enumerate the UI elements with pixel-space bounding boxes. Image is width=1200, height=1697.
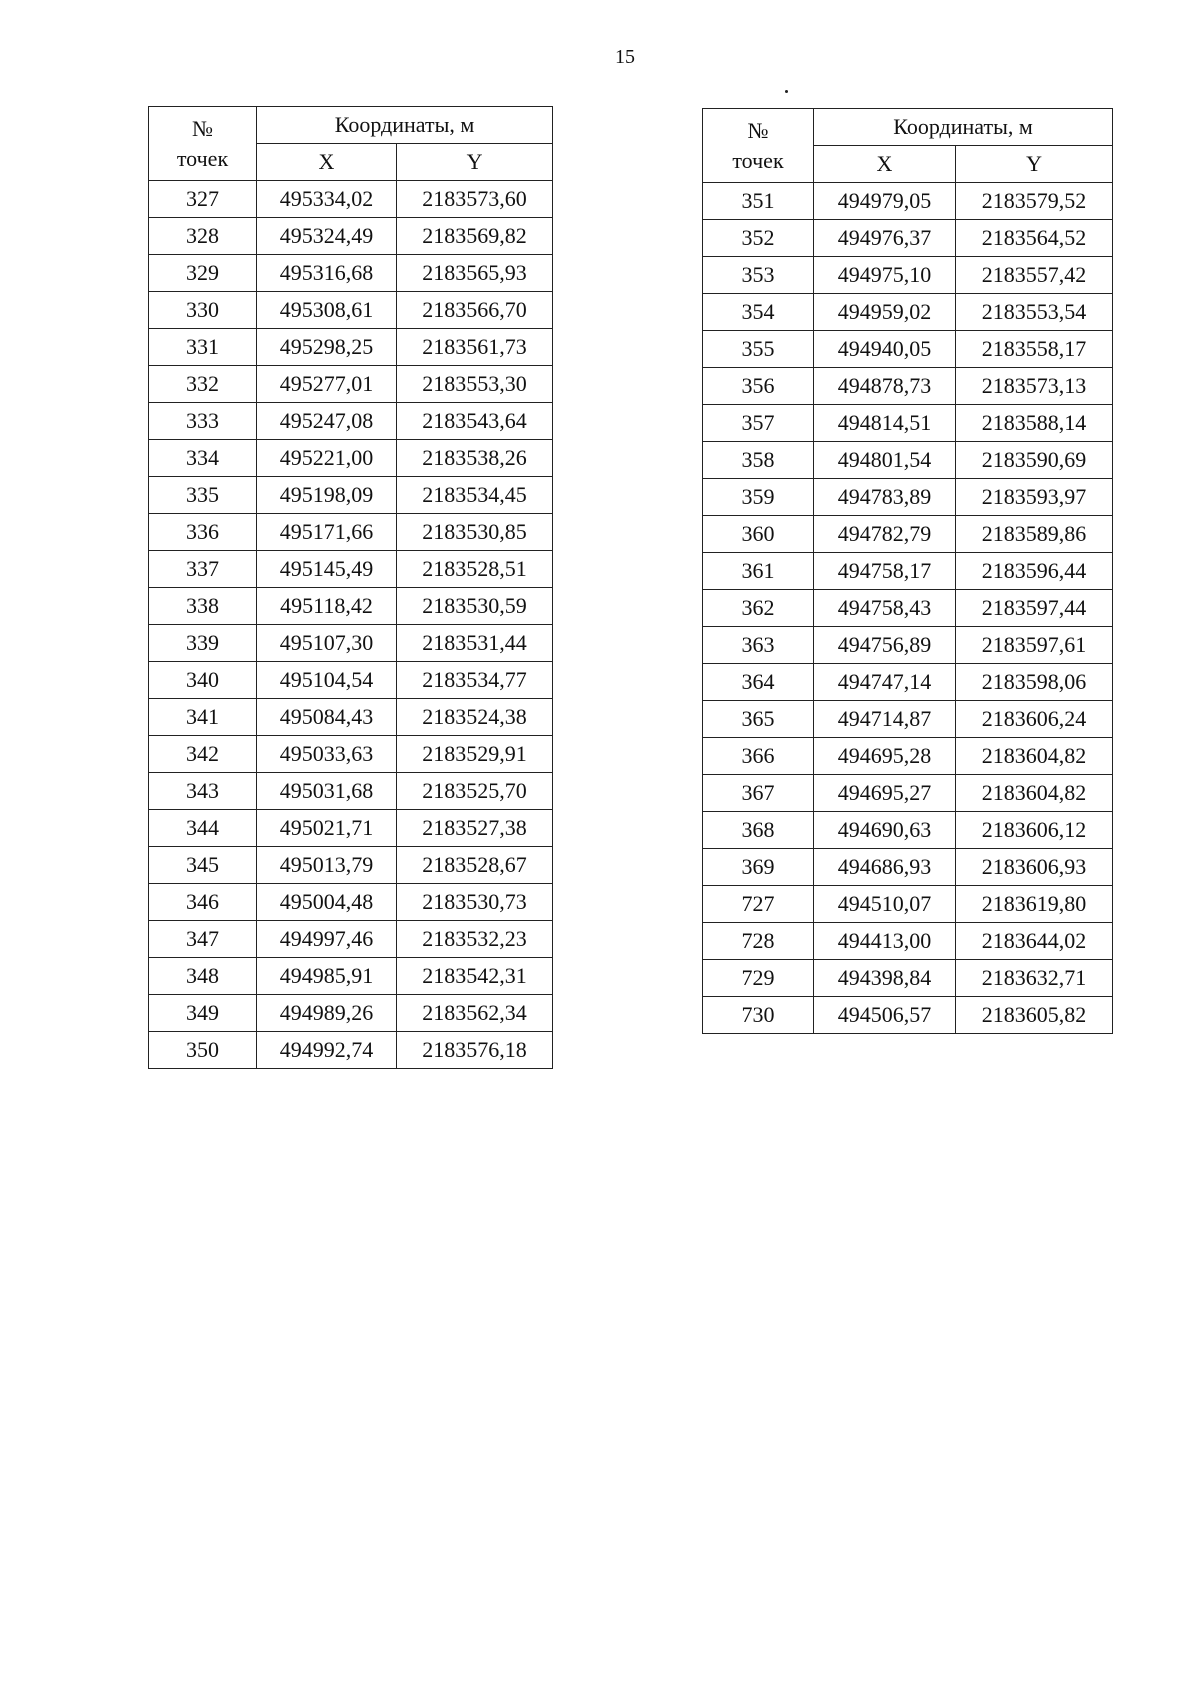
point-number-cell: 330 — [149, 292, 257, 329]
y-coordinate-cell: 2183564,52 — [956, 220, 1113, 257]
x-coordinate-cell: 494992,74 — [257, 1032, 397, 1069]
x-coordinate-cell: 494747,14 — [814, 664, 956, 701]
point-number-cell: 730 — [703, 997, 814, 1034]
x-coordinate-cell: 494758,43 — [814, 590, 956, 627]
point-number-header — [149, 107, 257, 181]
table-row — [149, 514, 553, 551]
x-coordinate-cell: 495334,02 — [257, 181, 397, 218]
y-coordinate-cell: 2183553,30 — [397, 366, 553, 403]
x-coordinate-cell: 495004,48 — [257, 884, 397, 921]
point-number-cell: 363 — [703, 627, 814, 664]
y-coordinate-cell: 2183606,12 — [956, 812, 1113, 849]
point-number-cell: 350 — [149, 1032, 257, 1069]
y-coordinate-cell: 2183590,69 — [956, 442, 1113, 479]
scan-speck — [785, 90, 788, 93]
table-row — [703, 405, 1113, 442]
x-coordinate-cell: 494940,05 — [814, 331, 956, 368]
x-coordinate-cell: 494510,07 — [814, 886, 956, 923]
x-coordinate-cell: 494782,79 — [814, 516, 956, 553]
point-number-cell: 327 — [149, 181, 257, 218]
table-row — [149, 551, 553, 588]
x-coordinate-cell: 495308,61 — [257, 292, 397, 329]
x-coordinate-cell: 494413,00 — [814, 923, 956, 960]
table-row — [149, 699, 553, 736]
y-header: Y — [956, 146, 1113, 183]
y-coordinate-cell: 2183530,85 — [397, 514, 553, 551]
x-coordinate-cell: 494756,89 — [814, 627, 956, 664]
coordinates-table-right — [702, 108, 1113, 1034]
point-number-cell: 351 — [703, 183, 814, 220]
y-coordinate-cell: 2183532,23 — [397, 921, 553, 958]
table-row — [703, 442, 1113, 479]
x-coordinate-cell: 494695,28 — [814, 738, 956, 775]
table-row — [703, 960, 1113, 997]
point-number-cell: 358 — [703, 442, 814, 479]
x-coordinate-cell: 495118,42 — [257, 588, 397, 625]
x-coordinate-cell: 495145,49 — [257, 551, 397, 588]
table-row — [703, 257, 1113, 294]
point-number-header — [703, 109, 814, 183]
y-coordinate-cell: 2183588,14 — [956, 405, 1113, 442]
x-coordinate-cell: 495104,54 — [257, 662, 397, 699]
x-coordinate-cell: 494686,93 — [814, 849, 956, 886]
y-coordinate-cell: 2183524,38 — [397, 699, 553, 736]
x-coordinate-cell: 494398,84 — [814, 960, 956, 997]
x-coordinate-cell: 494878,73 — [814, 368, 956, 405]
table-row — [703, 886, 1113, 923]
table-row — [703, 331, 1113, 368]
table-row — [149, 477, 553, 514]
table-row — [149, 958, 553, 995]
x-coordinate-cell: 495198,09 — [257, 477, 397, 514]
point-number-cell: 341 — [149, 699, 257, 736]
x-coordinate-cell: 494801,54 — [814, 442, 956, 479]
page-number: 15 — [615, 46, 635, 68]
points-label: точек — [732, 147, 784, 173]
point-number-cell: 338 — [149, 588, 257, 625]
point-number-cell: 356 — [703, 368, 814, 405]
table-row — [703, 294, 1113, 331]
point-number-cell: 369 — [703, 849, 814, 886]
y-coordinate-cell: 2183543,64 — [397, 403, 553, 440]
table-row — [149, 1032, 553, 1069]
point-number-cell: 349 — [149, 995, 257, 1032]
y-coordinate-cell: 2183529,91 — [397, 736, 553, 773]
y-coordinate-cell: 2183534,45 — [397, 477, 553, 514]
y-coordinate-cell: 2183606,24 — [956, 701, 1113, 738]
point-number-cell: 339 — [149, 625, 257, 662]
y-coordinate-cell: 2183534,77 — [397, 662, 553, 699]
point-number-cell: 366 — [703, 738, 814, 775]
x-coordinate-cell: 494783,89 — [814, 479, 956, 516]
table-row — [703, 627, 1113, 664]
point-number-cell: 334 — [149, 440, 257, 477]
x-coordinate-cell: 495324,49 — [257, 218, 397, 255]
point-number-cell: 727 — [703, 886, 814, 923]
table-row — [149, 218, 553, 255]
x-coordinate-cell: 494714,87 — [814, 701, 956, 738]
point-number-cell: 343 — [149, 773, 257, 810]
point-number-cell: 352 — [703, 220, 814, 257]
x-coordinate-cell: 494989,26 — [257, 995, 397, 1032]
x-header: X — [257, 144, 397, 181]
table-row — [703, 183, 1113, 220]
x-header: X — [814, 146, 956, 183]
point-number-cell: 368 — [703, 812, 814, 849]
table-row — [703, 738, 1113, 775]
table-row — [149, 662, 553, 699]
x-coordinate-cell: 495247,08 — [257, 403, 397, 440]
x-coordinate-cell: 494976,37 — [814, 220, 956, 257]
table-body — [703, 183, 1113, 1034]
table-row — [149, 847, 553, 884]
y-coordinate-cell: 2183604,82 — [956, 775, 1113, 812]
y-coordinate-cell: 2183606,93 — [956, 849, 1113, 886]
y-coordinate-cell: 2183525,70 — [397, 773, 553, 810]
y-coordinate-cell: 2183597,61 — [956, 627, 1113, 664]
x-coordinate-cell: 494985,91 — [257, 958, 397, 995]
point-number-cell: 362 — [703, 590, 814, 627]
x-coordinate-cell: 495084,43 — [257, 699, 397, 736]
point-number-cell: 328 — [149, 218, 257, 255]
x-coordinate-cell: 495221,00 — [257, 440, 397, 477]
y-header: Y — [397, 144, 553, 181]
table-row — [703, 812, 1113, 849]
y-coordinate-cell: 2183566,70 — [397, 292, 553, 329]
x-coordinate-cell: 495298,25 — [257, 329, 397, 366]
point-number-cell: 354 — [703, 294, 814, 331]
x-coordinate-cell: 494695,27 — [814, 775, 956, 812]
table-row — [149, 921, 553, 958]
table-row — [149, 810, 553, 847]
point-number-cell: 340 — [149, 662, 257, 699]
x-coordinate-cell: 494975,10 — [814, 257, 956, 294]
point-number-cell: 728 — [703, 923, 814, 960]
y-coordinate-cell: 2183573,60 — [397, 181, 553, 218]
y-coordinate-cell: 2183553,54 — [956, 294, 1113, 331]
table-row — [149, 440, 553, 477]
coordinates-header: Координаты, м — [814, 109, 1113, 146]
y-coordinate-cell: 2183597,44 — [956, 590, 1113, 627]
table-row — [703, 664, 1113, 701]
point-number-cell: 329 — [149, 255, 257, 292]
table-row — [703, 849, 1113, 886]
point-number-cell: 365 — [703, 701, 814, 738]
y-coordinate-cell: 2183579,52 — [956, 183, 1113, 220]
x-coordinate-cell: 495021,71 — [257, 810, 397, 847]
y-coordinate-cell: 2183558,17 — [956, 331, 1113, 368]
point-number-cell: 353 — [703, 257, 814, 294]
x-coordinate-cell: 495107,30 — [257, 625, 397, 662]
point-number-cell: 364 — [703, 664, 814, 701]
y-coordinate-cell: 2183644,02 — [956, 923, 1113, 960]
x-coordinate-cell: 494814,51 — [814, 405, 956, 442]
y-coordinate-cell: 2183596,44 — [956, 553, 1113, 590]
point-number-cell: 337 — [149, 551, 257, 588]
table-row — [149, 292, 553, 329]
y-coordinate-cell: 2183593,97 — [956, 479, 1113, 516]
point-number-cell: 335 — [149, 477, 257, 514]
y-coordinate-cell: 2183538,26 — [397, 440, 553, 477]
point-number-cell: 331 — [149, 329, 257, 366]
x-coordinate-cell: 495316,68 — [257, 255, 397, 292]
point-number-cell: 332 — [149, 366, 257, 403]
table-row — [703, 923, 1113, 960]
y-coordinate-cell: 2183589,86 — [956, 516, 1113, 553]
y-coordinate-cell: 2183530,73 — [397, 884, 553, 921]
point-number-cell: 729 — [703, 960, 814, 997]
point-number-cell: 359 — [703, 479, 814, 516]
x-coordinate-cell: 494959,02 — [814, 294, 956, 331]
y-coordinate-cell: 2183528,51 — [397, 551, 553, 588]
y-coordinate-cell: 2183542,31 — [397, 958, 553, 995]
table-row — [703, 701, 1113, 738]
x-coordinate-cell: 494758,17 — [814, 553, 956, 590]
table-row — [149, 588, 553, 625]
y-coordinate-cell: 2183561,73 — [397, 329, 553, 366]
y-coordinate-cell: 2183605,82 — [956, 997, 1113, 1034]
point-number-cell: 355 — [703, 331, 814, 368]
point-number-cell: 344 — [149, 810, 257, 847]
x-coordinate-cell: 494979,05 — [814, 183, 956, 220]
table-row — [703, 590, 1113, 627]
table-row — [703, 368, 1113, 405]
x-coordinate-cell: 495033,63 — [257, 736, 397, 773]
point-number-cell: 336 — [149, 514, 257, 551]
point-number-cell: 333 — [149, 403, 257, 440]
table-row — [149, 995, 553, 1032]
y-coordinate-cell: 2183604,82 — [956, 738, 1113, 775]
number-sign-label: № — [192, 115, 213, 141]
points-label: точек — [176, 145, 229, 171]
y-coordinate-cell: 2183527,38 — [397, 810, 553, 847]
point-number-cell: 360 — [703, 516, 814, 553]
point-number-cell: 367 — [703, 775, 814, 812]
table-row — [703, 553, 1113, 590]
point-number-cell: 342 — [149, 736, 257, 773]
table-row — [703, 220, 1113, 257]
table-row — [703, 997, 1113, 1034]
table-row — [149, 329, 553, 366]
y-coordinate-cell: 2183573,13 — [956, 368, 1113, 405]
y-coordinate-cell: 2183569,82 — [397, 218, 553, 255]
point-number-cell: 347 — [149, 921, 257, 958]
y-coordinate-cell: 2183632,71 — [956, 960, 1113, 997]
y-coordinate-cell: 2183557,42 — [956, 257, 1113, 294]
point-number-cell: 348 — [149, 958, 257, 995]
table-body — [149, 181, 553, 1069]
table-row — [149, 403, 553, 440]
table-row — [149, 736, 553, 773]
x-coordinate-cell: 494690,63 — [814, 812, 956, 849]
table-row — [149, 625, 553, 662]
y-coordinate-cell: 2183528,67 — [397, 847, 553, 884]
table-row — [149, 181, 553, 218]
x-coordinate-cell: 495277,01 — [257, 366, 397, 403]
y-coordinate-cell: 2183598,06 — [956, 664, 1113, 701]
coordinates-table-left — [148, 106, 553, 1069]
y-coordinate-cell: 2183531,44 — [397, 625, 553, 662]
table-row — [703, 516, 1113, 553]
x-coordinate-cell: 495031,68 — [257, 773, 397, 810]
number-sign-label: № — [747, 117, 769, 143]
point-number-cell: 346 — [149, 884, 257, 921]
point-number-cell: 345 — [149, 847, 257, 884]
table-row — [149, 884, 553, 921]
table-row — [149, 366, 553, 403]
x-coordinate-cell: 494506,57 — [814, 997, 956, 1034]
coordinates-header: Координаты, м — [257, 107, 553, 144]
table-row — [149, 773, 553, 810]
y-coordinate-cell: 2183565,93 — [397, 255, 553, 292]
table-row — [703, 775, 1113, 812]
x-coordinate-cell: 495013,79 — [257, 847, 397, 884]
table-row — [703, 479, 1113, 516]
point-number-cell: 361 — [703, 553, 814, 590]
table-row — [149, 255, 553, 292]
x-coordinate-cell: 495171,66 — [257, 514, 397, 551]
y-coordinate-cell: 2183619,80 — [956, 886, 1113, 923]
y-coordinate-cell: 2183576,18 — [397, 1032, 553, 1069]
y-coordinate-cell: 2183530,59 — [397, 588, 553, 625]
x-coordinate-cell: 494997,46 — [257, 921, 397, 958]
point-number-cell: 357 — [703, 405, 814, 442]
y-coordinate-cell: 2183562,34 — [397, 995, 553, 1032]
